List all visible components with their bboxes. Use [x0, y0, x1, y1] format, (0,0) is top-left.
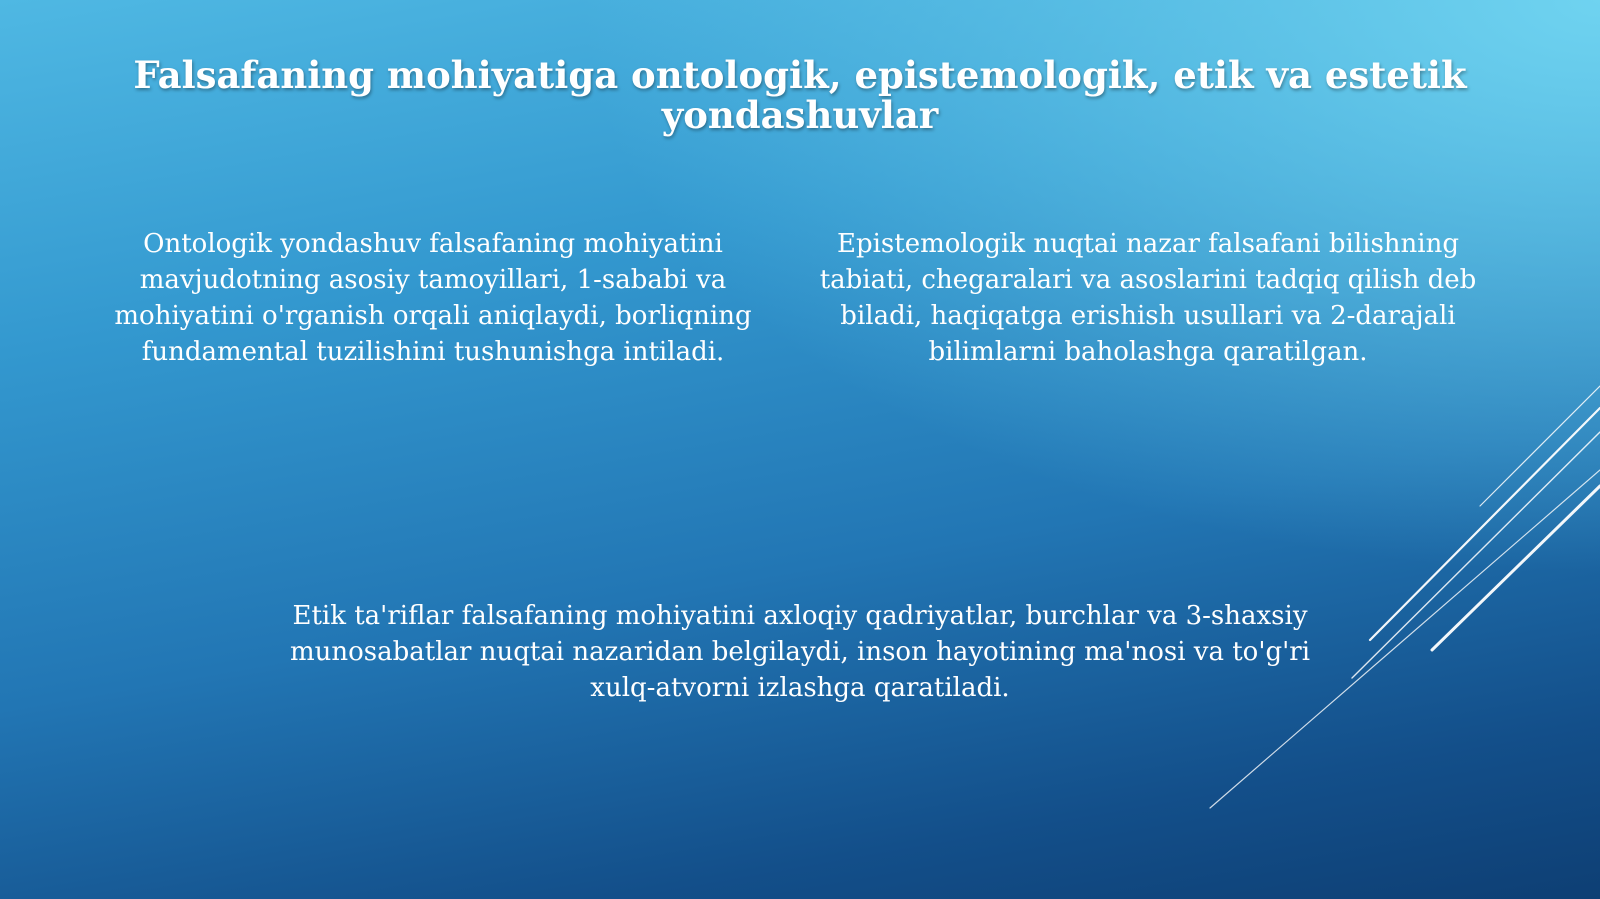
epistemological-paragraph: Epistemologik nuqtai nazar falsafani bilishning tabiati, chegaralari va asoslarini tadqiq qilish deb biladi, haqiqatga erishish usullari va 2-darajali bilimlarni baholashga qaratilgan.	[819, 229, 1477, 367]
slide-title: Falsafaning mohiyatiga ontologik, epistemologik, etik va estetik yondashuvlar	[133, 53, 1467, 137]
decorative-line	[1480, 386, 1600, 506]
decorative-line	[1432, 486, 1600, 650]
decorative-line	[1352, 432, 1600, 678]
ontological-paragraph: Ontologik yondashuv falsafaning mohiyatini mavjudotning asosiy tamoyillari, 1-sababi va mohiyatini o'rganish orqali aniqlaydi, borliqning fundamental tuzilishini tushunishga intiladi.	[114, 229, 752, 367]
ethical-paragraph: Etik ta'riflar falsafaning mohiyatini axloqiy qadriyatlar, burchlar va 3-shaxsiy munosabatlar nuqtai nazaridan belgilaydi, inson hayotining ma'nosi va to'g'ri xulq-atvorni izlashga qaratiladi.	[289, 601, 1311, 703]
decorative-line	[1370, 408, 1600, 640]
